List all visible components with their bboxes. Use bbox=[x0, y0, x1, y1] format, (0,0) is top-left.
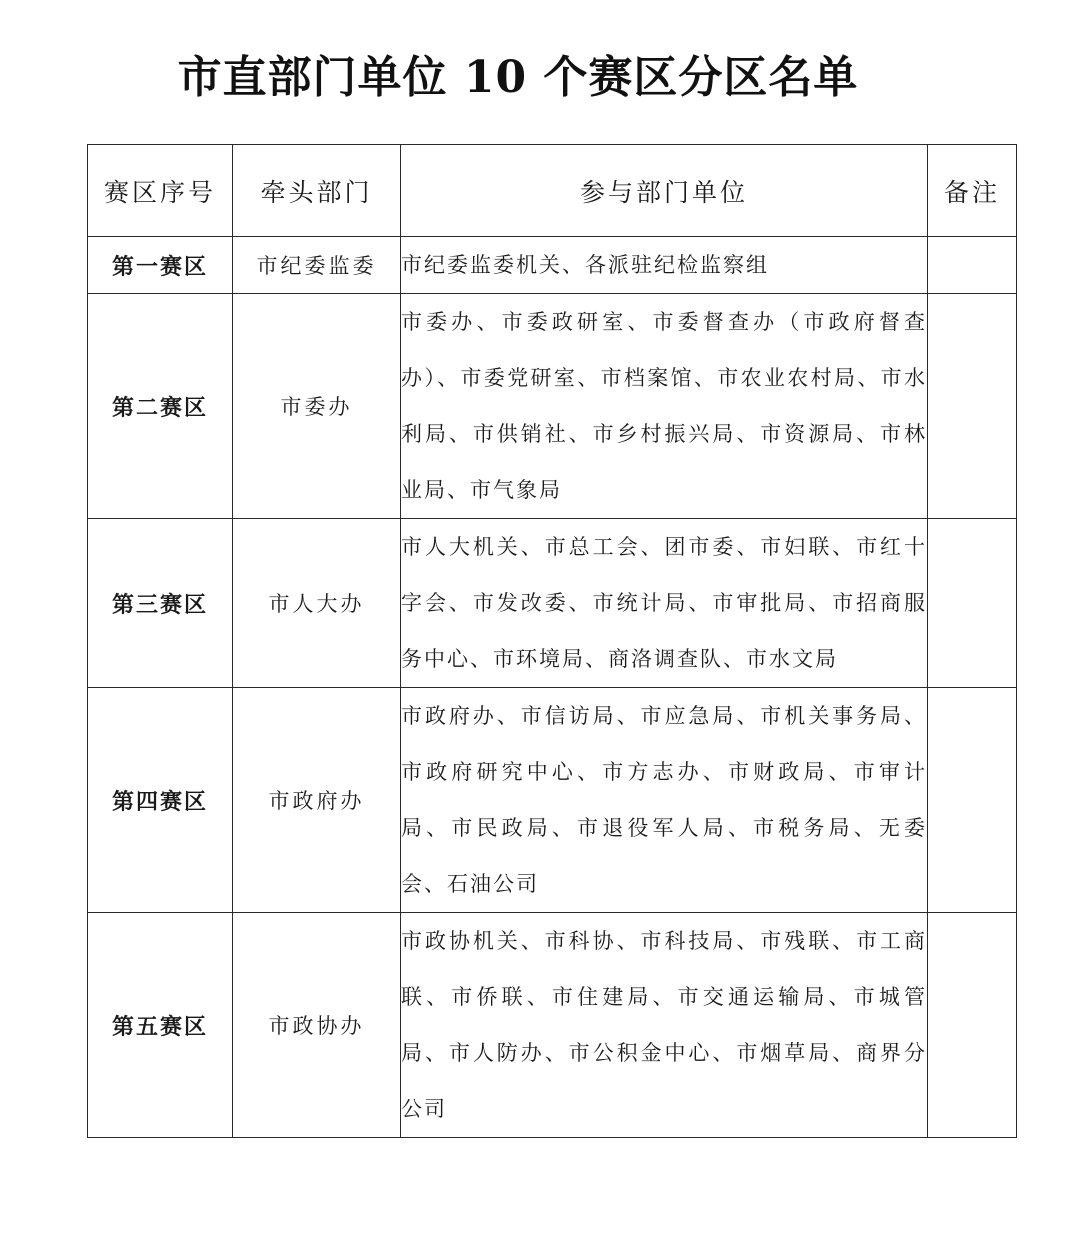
table-row bbox=[88, 688, 1017, 913]
lead-department-cell: 市委办 bbox=[233, 294, 401, 519]
remarks-cell bbox=[928, 294, 1017, 519]
table-row bbox=[88, 237, 1017, 294]
zone-roster-table bbox=[87, 144, 1017, 1138]
participating-units-cell: 市政协机关、市科协、市科技局、市残联、市工商联、市侨联、市住建局、市交通运输局、市城管局、市人防办、市公积金中心、市烟草局、商界分公司 bbox=[401, 913, 928, 1138]
table-row bbox=[88, 519, 1017, 688]
table-header-row bbox=[88, 145, 1017, 237]
header-lead-department: 牵头部门 bbox=[233, 145, 401, 237]
zone-number-cell: 第一赛区 bbox=[88, 237, 233, 294]
lead-department-cell: 市政协办 bbox=[233, 913, 401, 1138]
remarks-cell bbox=[928, 519, 1017, 688]
remarks-cell bbox=[928, 688, 1017, 913]
participating-units-cell: 市政府办、市信访局、市应急局、市机关事务局、市政府研究中心、市方志办、市财政局、市审计局、市民政局、市退役军人局、市税务局、无委会、石油公司 bbox=[401, 688, 928, 913]
table-row bbox=[88, 913, 1017, 1138]
participating-units-cell: 市人大机关、市总工会、团市委、市妇联、市红十字会、市发改委、市统计局、市审批局、市招商服务中心、市环境局、商洛调查队、市水文局 bbox=[401, 519, 928, 688]
zone-number-cell: 第三赛区 bbox=[88, 519, 233, 688]
lead-department-cell: 市纪委监委 bbox=[233, 237, 401, 294]
header-remarks: 备注 bbox=[928, 145, 1017, 237]
header-participating-units: 参与部门单位 bbox=[401, 145, 928, 237]
remarks-cell bbox=[928, 913, 1017, 1138]
document-title: 市直部门单位 10 个赛区分区名单 bbox=[177, 52, 859, 103]
header-zone-number: 赛区序号 bbox=[88, 145, 233, 237]
participating-units-cell: 市纪委监委机关、各派驻纪检监察组 bbox=[401, 237, 928, 294]
table-row bbox=[88, 294, 1017, 519]
zone-number-cell: 第五赛区 bbox=[88, 913, 233, 1138]
lead-department-cell: 市人大办 bbox=[233, 519, 401, 688]
participating-units-cell: 市委办、市委政研室、市委督查办（市政府督查办）、市委党研室、市档案馆、市农业农村局、市水利局、市供销社、市乡村振兴局、市资源局、市林业局、市气象局 bbox=[401, 294, 928, 519]
remarks-cell bbox=[928, 237, 1017, 294]
lead-department-cell: 市政府办 bbox=[233, 688, 401, 913]
zone-number-cell: 第四赛区 bbox=[88, 688, 233, 913]
zone-number-cell: 第二赛区 bbox=[88, 294, 233, 519]
